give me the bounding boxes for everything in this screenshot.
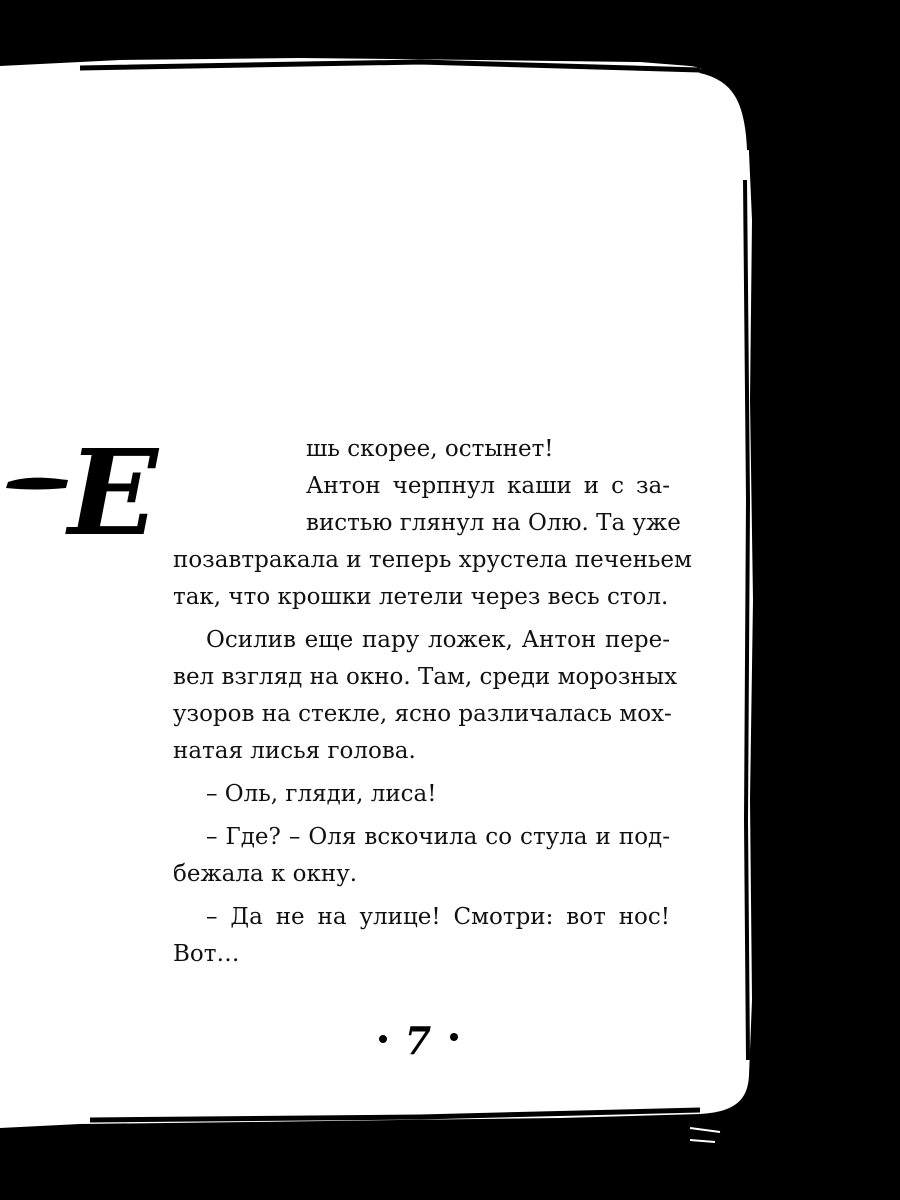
- frame-brush-streak: [80, 62, 700, 70]
- text-line: – Да не на улице! Смотри: вот нос!: [206, 904, 670, 930]
- text-line: вистью глянул на Олю. Та уже: [306, 510, 681, 536]
- text-line: шь скорее, остынет!: [306, 436, 554, 462]
- text-line: Антон черпнул каши и с за-: [306, 473, 670, 499]
- text-line: узоров на стекле, ясно различалась мох-: [173, 701, 672, 727]
- text-line: позавтракала и теперь хрустела печеньем: [173, 547, 692, 573]
- frame-brush-streak: [745, 180, 748, 1060]
- page-number-dot-left: [379, 1035, 387, 1043]
- drop-cap-letter: Е: [68, 423, 158, 562]
- text-line: вел взгляд на окно. Там, среди морозных: [173, 664, 678, 690]
- drop-cap-dash: [6, 478, 68, 490]
- frame-brush-highlight: [728, 210, 731, 280]
- page-number-value: 7: [404, 1018, 432, 1063]
- text-line: бежала к окну.: [173, 861, 358, 887]
- text-line: так, что крошки летели через весь стол.: [173, 584, 669, 610]
- text-line: – Оль, гляди, лиса!: [206, 781, 437, 807]
- drop-cap: [0, 423, 158, 562]
- text-line: – Где? – Оля вскочила со стула и под-: [206, 824, 670, 850]
- text-line: натая лисья голова.: [173, 738, 416, 764]
- text-line: Вот…: [173, 941, 240, 967]
- page-number-dot-right: [450, 1033, 458, 1041]
- text-line: Осилив еще пару ложек, Антон пере-: [206, 627, 670, 653]
- page-number: [368, 1018, 468, 1062]
